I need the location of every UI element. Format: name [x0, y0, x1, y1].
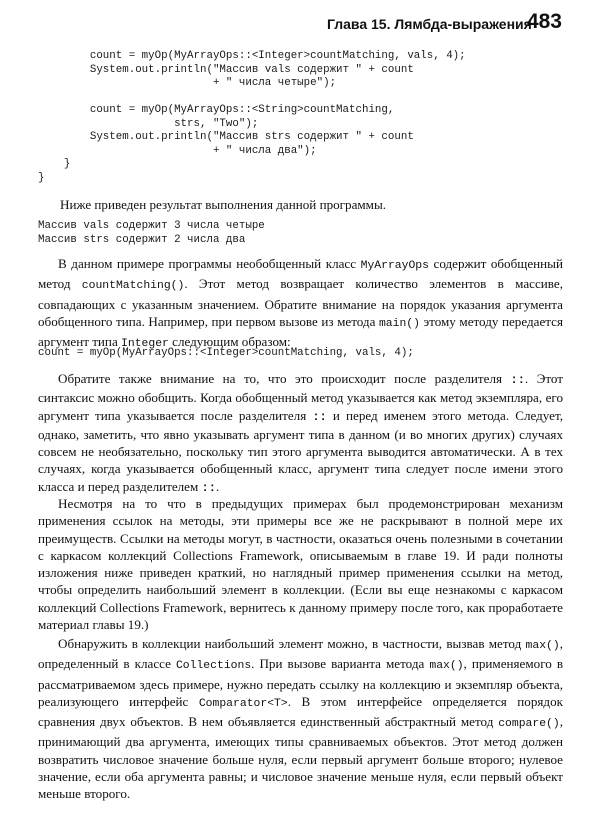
- paragraph-separator-syntax: Обратите также внимание на то, что это происходит после разделителя ::. Этот синтаксис можно обобщить. Когда обобщенный метод указывается как метод экземпляра, его аргумент типа указывается после разделителя :: и перед именем этого метода. Следует, однако, заметить, что явно указывать аргумент типа в данном (и во многих других) случаях совсем не необязательно, поскольку тип этого аргумента выводится автоматически. А в тех случаях, когда указывается обобщенный класс, аргумент типа следует после имени этого класса и перед разделителем ::.: [38, 371, 563, 495]
- page-header: [0, 10, 600, 40]
- output-intro-sentence: Ниже приведен результат выполнения данной программы.: [60, 197, 387, 212]
- paragraph-collections-framework: Несмотря на то что в предыдущих примерах был продемонстрирован механизм применения ссылок на методы, эти примеры все же не раскрывают в полной мере их преимуществ. Ссылки на методы могут, в частности, оказаться очень полезными в сочетании с каркасом коллекций Collections Framework, описываемым в главе 19. И ради полноты изложения ниже приведен краткий, но наглядный пример применения ссылки на метод, чтобы определить наибольший элемент в коллекции. (Если вы еще незнакомы с каркасом коллекций Collections Framework, вернитесь к данному примеру после того, как проработаете материал главы 19.): [38, 496, 563, 633]
- program-output-block: Массив vals содержит 3 числа четыре Массив strs содержит 2 числа два: [38, 220, 265, 246]
- paragraph-generic-method: В данном примере программы необобщенный класс MyArrayOps содержит обобщенный метод countMatching(). Этот метод возвращает количество элементов в массиве, совпадающих с указанным значением. Обратите внимание на порядок указания аргумента обобщенного типа. Например, при первом вызове из метода main() этому методу передается аргумент типа Integer следующим образом:: [38, 256, 563, 351]
- chapter-title: Глава 15. Лямбда-выражения: [327, 16, 532, 32]
- paragraph-max-comparator: Обнаружить в коллекции наибольший элемент можно, в частности, вызвав метод max(), определенный в классе Collections. При вызове варианта метода max(), применяемого в рассматриваемом здесь примере, нужно передать ссылку на коллекцию и экземпляр объекта, реализующего интерфейс Comparator<T>. В этом интерфейсе определяется порядок сравнения двух объектов. В нем объявляется единственный абстрактный метод compare(), принимающий два аргумента, имеющих типы сравниваемых объектов. Этот метод должен возвратить числовое значение больше нуля, если первый аргумент больше второго; нулевое значение, если оба аргумента равны; и числовое значение меньше нуля, если первый объект меньше второго.: [38, 636, 563, 802]
- page-number: 483: [526, 10, 562, 33]
- code-block-program-end: count = myOp(MyArrayOps::<Integer>countMatching, vals, 4); System.out.println("Массив vals содержит " + count + " числа четыре"); count = myOp(MyArrayOps::<String>countMatching, strs, "Two"); System.out.println("Массив strs содержит " + count + " числа два"); } }: [38, 50, 466, 184]
- code-line-count-matching: count = myOp(MyArrayOps::<Integer>countMatching, vals, 4);: [38, 347, 414, 359]
